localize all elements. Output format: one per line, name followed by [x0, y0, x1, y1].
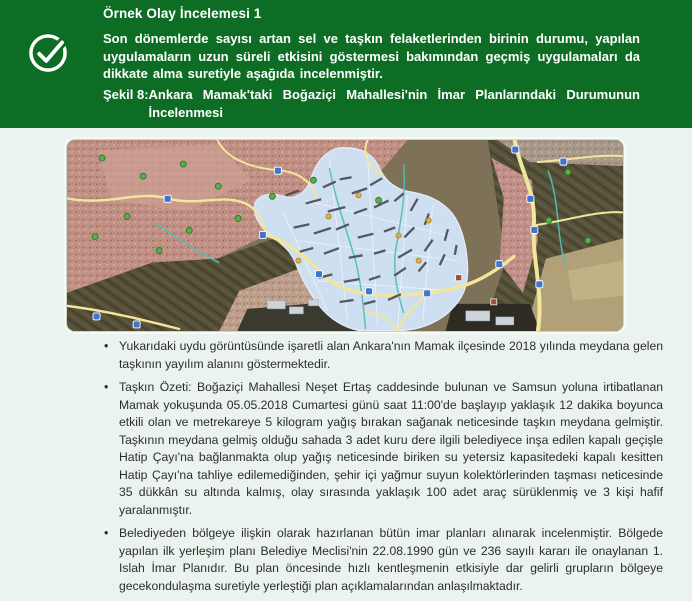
list-item: • Belediyeden bölgeye ilişkin olarak hazırlanan bütün imar planları alınarak incelenmiştir. Bölgede yapılan ilk yerleşim planı Belediye Meclisi'nin 22.08.1990 gün ve 236 sayılı kararı ile onaylanan 1. Islah İmar Planıdır. Bu plan öncesinde hızlı kentleşmenin etkisiyle dar gelirli grupların bölgeye gecekondulaşma suretiyle yerleştiği plan açıklamalarından anlaşılmaktadır. — [103, 525, 663, 595]
list-item: • Taşkın Özeti: Boğaziçi Mahallesi Neşet Ertaş caddesinde bulunan ve Samsun yoluna irtibatlanan Mamak yokuşunda 05.05.2018 Cumartesi günü saat 11:00'de başlayıp yaklaşık 12 dakika boyunca etkili olan ve metrekareye 5 kilogram yağış bırakan sağanak neticesinde taşkın meydana gelmiştir. Taşkının meydana gelmiş olduğu sahada 3 adet kuru dere ilgili belediyece inşa edilen kapalı geçişle Hatip Çayı'na bağlanmakta olup yağış neticesinde biriken su yetersiz kapasitedeki kapalı kesitten Hatip Çayı'na tahliye edilemediğinden, şehir içi yağmur suyun kolektörlerinden taşması neticesinde 35 dükkân su altında kalmış, olay sırasında yaklaşık 100 adet araç sürüklenmiş ve 3 kişi hafif yaralanmıştır. — [103, 379, 663, 519]
figure-caption-label: Şekil 8: — [103, 87, 149, 102]
figure-caption-line2: İncelenmesi — [148, 105, 223, 120]
check-circle-icon — [27, 32, 69, 74]
figure-caption-line1: Ankara Mamak'taki Boğaziçi Mahallesi'nin İmar Planlarındaki Durumunun — [148, 87, 640, 102]
list-item: • Yukarıdaki uydu görüntüsünde işaretli alan Ankara'nın Mamak ilçesinde 2018 yılında meydana gelen taşkının yayılım alanını göstermektedir. — [103, 338, 663, 373]
page-title: Örnek Olay İncelemesi 1 — [103, 6, 262, 21]
satellite-map-graphic — [67, 140, 623, 331]
bullet-list — [103, 338, 663, 601]
figure-caption-text — [149, 86, 640, 122]
header-paragraph: Son dönemlerde sayısı artan sel ve taşkın felaketlerinden birinin durumu, yapılan uygulamaların uzun süreli etkisini göstermesi bakımından geçmiş uygulamaları da dikkate alma suretiyle aşağıda incelenmiştir. — [103, 31, 640, 81]
case-study-header — [0, 0, 692, 128]
figure-caption — [103, 86, 640, 122]
satellite-map-figure — [66, 139, 624, 332]
